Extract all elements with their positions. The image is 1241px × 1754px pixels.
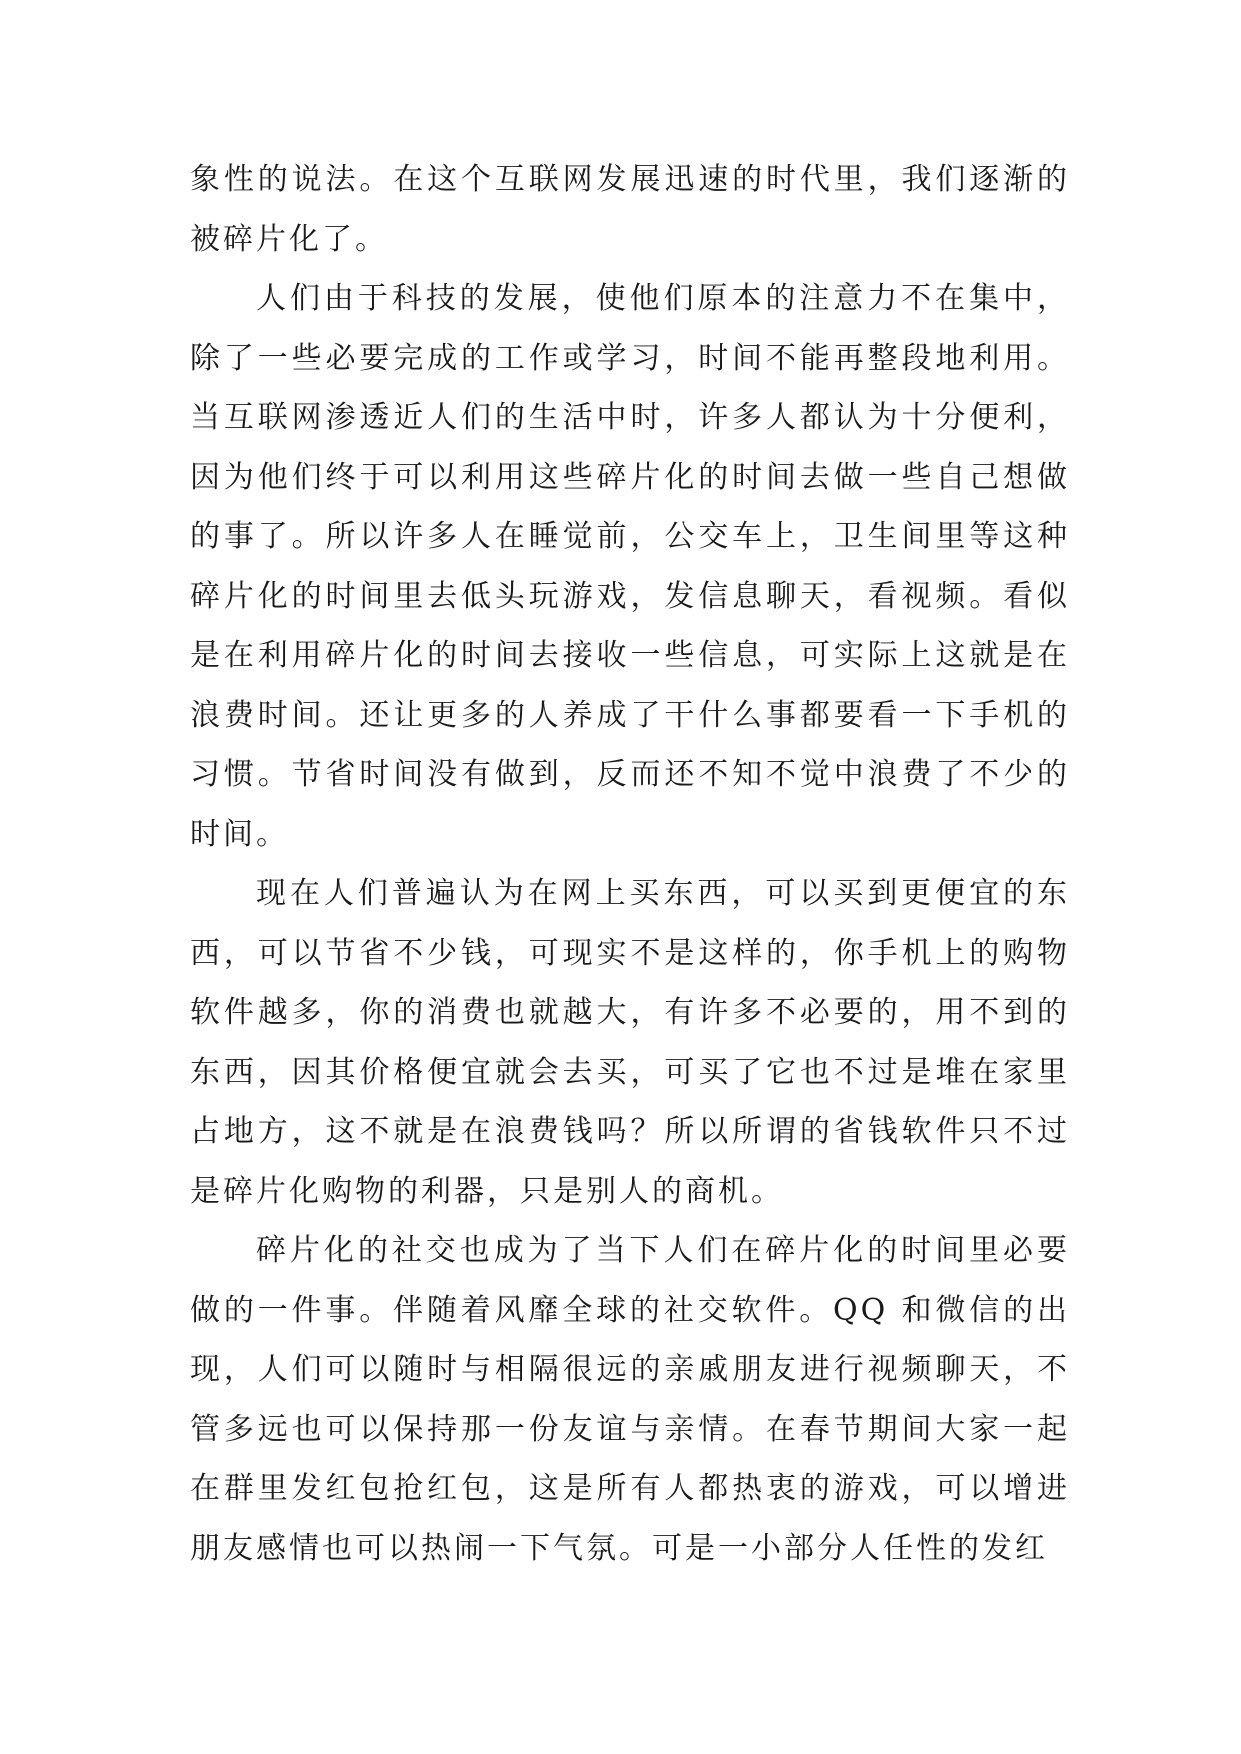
paragraph-4: 碎片化的社交也成为了当下人们在碎片化的时间里必要做的一件事。伴随着风靡全球的社交软件。QQ 和微信的出现，人们可以随时与相隔很远的亲戚朋友进行视频聊天，不管多远也可以保持那一份友谊与亲情。在春节期间大家一起在群里发红包抢红包，这是所有人都热衷的游戏，可以增进朋友感情也可以热闹一下气氛。可是一小部分人任性的发红 xyxy=(190,1233,1070,1566)
body-text xyxy=(190,150,1070,1578)
paragraph-2: 人们由于科技的发展，使他们原本的注意力不在集中，除了一些必要完成的工作或学习，时间不能再整段地利用。当互联网渗透近人们的生活中时，许多人都认为十分便利，因为他们终于可以利用这些碎片化的时间去做一些自己想做的事了。所以许多人在睡觉前，公交车上，卫生间里等这种碎片化的时间里去低头玩游戏，发信息聊天，看视频。看似是在利用碎片化的时间去接收一些信息，可实际上这就是在浪费时间。还让更多的人养成了干什么事都要看一下手机的习惯。节省时间没有做到，反而还不知不觉中浪费了不少的时间。 xyxy=(190,281,1070,852)
paragraph-1: 象性的说法。在这个互联网发展迅速的时代里，我们逐渐的被碎片化了。 xyxy=(190,162,1070,257)
paragraph-3: 现在人们普遍认为在网上买东西，可以买到更便宜的东西，可以节省不少钱，可现实不是这样的，你手机上的购物软件越多，你的消费也就越大，有许多不必要的，用不到的东西，因其价格便宜就会去买，可买了它也不过是堆在家里占地方，这不就是在浪费钱吗？所以所谓的省钱软件只不过是碎片化购物的利器，只是别人的商机。 xyxy=(190,876,1070,1209)
